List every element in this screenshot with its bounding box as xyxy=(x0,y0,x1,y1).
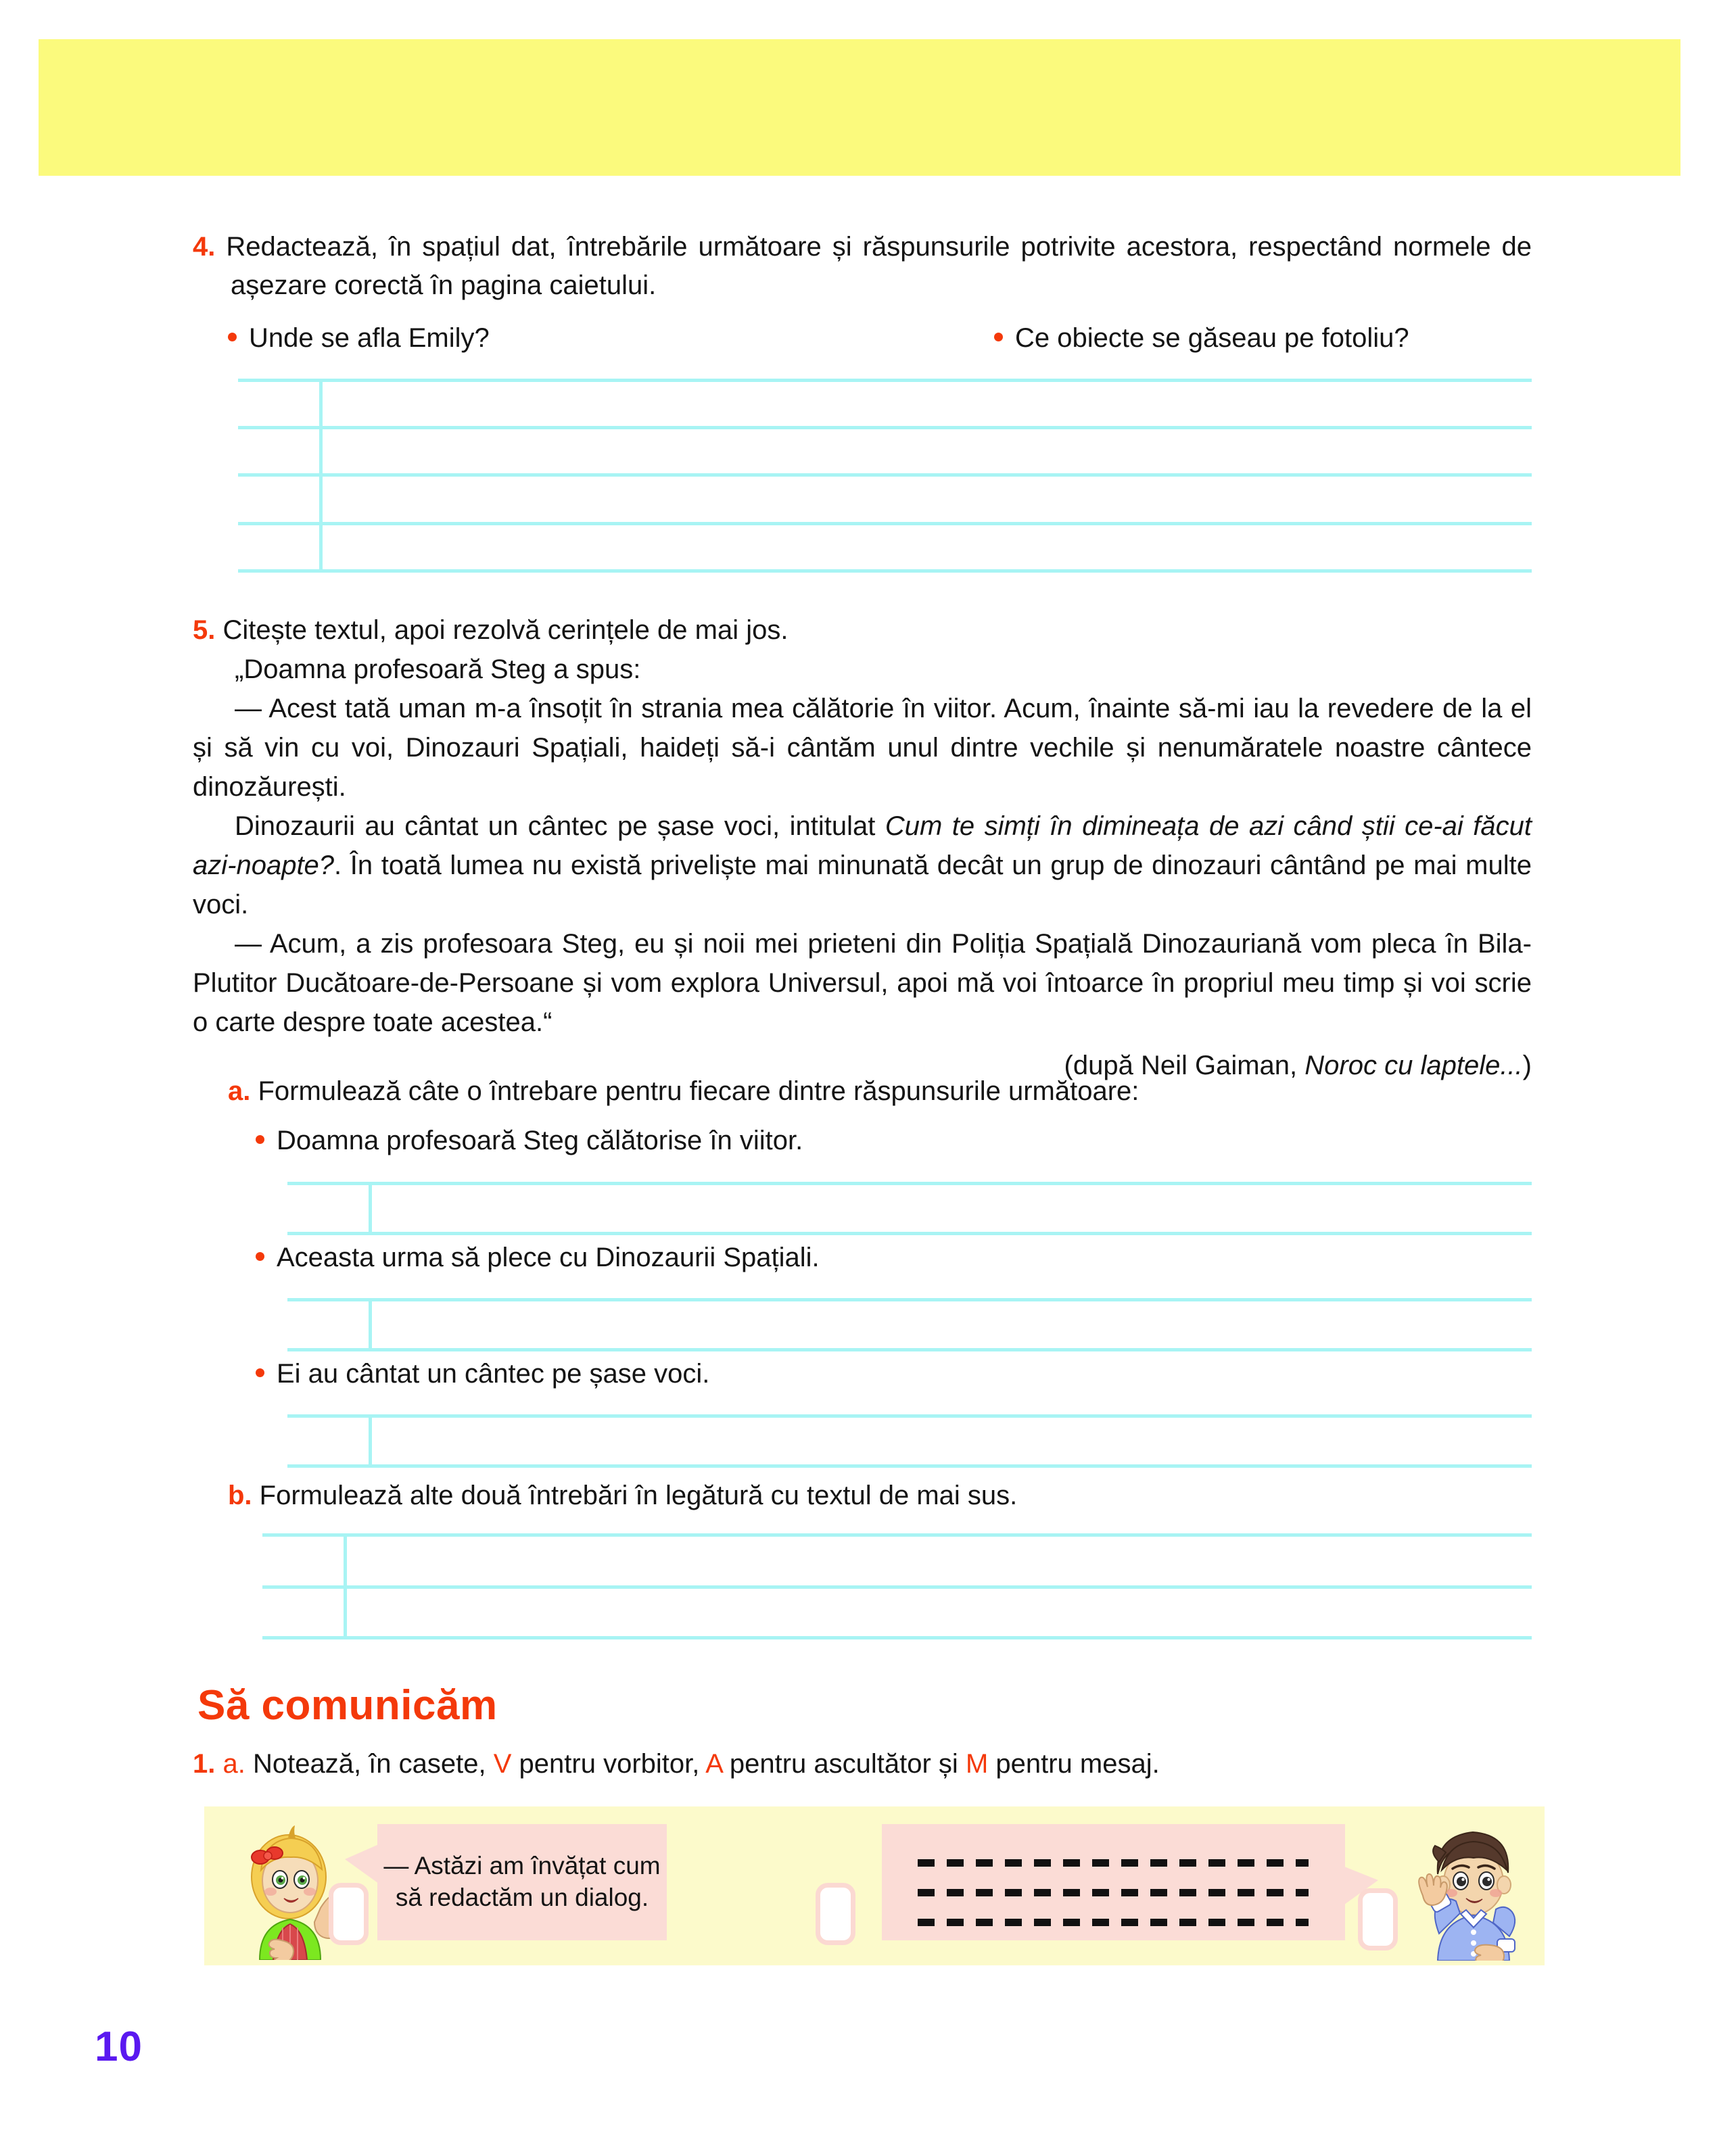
exercise-5b-writing-area[interactable] xyxy=(262,1533,1532,1648)
exercise-5a-prompt xyxy=(228,1076,1533,1107)
writing-rule xyxy=(287,1464,1532,1468)
prompt-part-2: pentru vorbitor, xyxy=(511,1749,706,1779)
writing-rule xyxy=(287,1414,1532,1418)
exercise-5a-answer-1-text: Doamna profesoară Steg călătorise în viitor. xyxy=(277,1126,803,1155)
exercise-5a-answer-3-text: Ei au cântat un cântec pe șase voci. xyxy=(277,1359,710,1389)
p3-part-a: Dinozaurii au cântat un cântec pe șase voci, intitulat xyxy=(235,811,885,841)
exercise-4-bullet-1 xyxy=(228,323,490,354)
attribution-suffix: ) xyxy=(1522,1051,1532,1080)
writing-rule xyxy=(262,1533,1532,1537)
girl-speech-bubble-text: — Astăzi am învățat cum să redactăm un dialog. xyxy=(383,1852,661,1911)
answer-box-1[interactable] xyxy=(329,1883,369,1945)
writing-rule xyxy=(287,1232,1532,1235)
exercise-5-prompt xyxy=(193,610,1532,650)
exercise-5-text-p3 xyxy=(193,807,1532,924)
exercise-5b-prompt xyxy=(228,1481,1533,1511)
exercise-5a-letter: a. xyxy=(228,1076,251,1106)
boy-character-illustration xyxy=(1407,1820,1538,1961)
exercise-5a-prompt-text: Formulează câte o întrebare pentru fiecare dintre răspunsurile următoare: xyxy=(258,1076,1139,1106)
bullet-dot-icon xyxy=(228,333,237,341)
writing-rule xyxy=(238,569,1532,573)
section-exercise-1-number: 1. xyxy=(193,1749,216,1779)
bullet-dot-icon xyxy=(256,1135,264,1144)
writing-rule xyxy=(238,426,1532,429)
boy-bubble-dashed-line-3 xyxy=(918,1919,1309,1926)
p3-part-b: . În toată lumea nu există priveliște mai minunată decât un grup de dinozauri cântând pe mai multe voci. xyxy=(193,851,1532,919)
exercise-4-bullet-1-text: Unde se afla Emily? xyxy=(249,323,490,353)
exercise-5b-prompt-text: Formulează alte două întrebări în legătură cu textul de mai sus. xyxy=(259,1481,1018,1510)
attribution-prefix: (după Neil Gaiman, xyxy=(1064,1051,1305,1080)
prompt-part-4: pentru mesaj. xyxy=(988,1749,1160,1779)
writing-margin-rule xyxy=(344,1533,347,1639)
writing-margin-rule xyxy=(369,1298,372,1351)
writing-rule xyxy=(287,1182,1532,1185)
exercise-5a-answer-1 xyxy=(256,1126,803,1156)
exercise-4-number: 4. xyxy=(193,232,216,262)
exercise-4-bullet-2-text: Ce obiecte se găseau pe fotoliu? xyxy=(1015,323,1409,353)
exercise-5-prompt-text: Citește textul, apoi rezolvă cerințele de mai jos. xyxy=(222,615,789,645)
exercise-4-writing-area[interactable] xyxy=(238,379,1532,575)
exercise-5a-answer-3 xyxy=(256,1359,709,1389)
writing-margin-rule xyxy=(369,1182,372,1235)
dialogue-illustration-strip xyxy=(204,1806,1545,1965)
exercise-5-text-p1: „Doamna profesoară Steg a spus: xyxy=(235,654,641,684)
writing-rule xyxy=(287,1298,1532,1301)
exercise-4 xyxy=(193,228,1532,305)
answer-box-3[interactable] xyxy=(1358,1888,1398,1950)
section-exercise-1-prompt xyxy=(193,1749,1532,1779)
writing-rule xyxy=(238,522,1532,525)
writing-rule xyxy=(287,1348,1532,1351)
writing-rule xyxy=(238,473,1532,477)
writing-rule xyxy=(262,1636,1532,1639)
exercise-5a-answer-2-text: Aceasta urma să plece cu Dinozaurii Spațiali. xyxy=(277,1243,820,1272)
girl-speech-bubble xyxy=(377,1824,667,1940)
boy-bubble-dashed-line-1 xyxy=(918,1859,1309,1867)
bullet-dot-icon xyxy=(256,1252,264,1261)
section-heading-sa-comunicam: Să comunicăm xyxy=(197,1682,498,1729)
boy-bubble-dashed-line-2 xyxy=(918,1889,1309,1896)
speech-bubble-tail-left-icon xyxy=(345,1844,379,1884)
p3-song-title: Cum te simți în dimineața de azi când știi ce-ai făcut azi-noapte? xyxy=(193,811,1532,880)
exercise-4-bullet-2 xyxy=(994,323,1409,354)
attribution-title: Noroc cu laptele... xyxy=(1304,1051,1523,1080)
prompt-part-3: pentru ascultător și xyxy=(722,1749,966,1779)
code-v: V xyxy=(493,1749,512,1779)
bullet-dot-icon xyxy=(256,1368,264,1377)
exercise-5-number: 5. xyxy=(193,615,216,645)
page-number: 10 xyxy=(95,2023,143,2070)
exercise-5-text-p4: — Acum, a zis profesoara Steg, eu și noii mei prieteni din Poliția Spațială Dinozauriană vom pleca în Bila-Plutitor Ducătoare-de-Persoane și vom explora Universul, apoi mă voi întoarce în propriul meu timp și voi scrie o carte despre toate acestea.“ xyxy=(193,929,1532,1037)
exercise-4-prompt-text: Redactează, în spațiul dat, întrebările următoare și răspunsurile potrivite acestora, respectând normele de așezare corectă în pagina caietului. xyxy=(226,232,1532,300)
exercise-5-text-p2: — Acest tată uman m-a însoțit în strania mea călătorie în viitor. Acum, înainte să-mi iau la revedere de la el și să vin cu voi, Dinozauri Spațiali, haideți să-i cântăm unul dintre vechile și nenumăratele noastre cântece dinozăurești. xyxy=(193,694,1532,802)
header-band xyxy=(39,39,1680,176)
exercise-5b-letter: b. xyxy=(228,1481,252,1510)
section-exercise-1-letter: a. xyxy=(222,1749,245,1779)
writing-margin-rule xyxy=(369,1414,372,1468)
prompt-part-1: Notează, în casete, xyxy=(252,1749,494,1779)
exercise-5a-answer-2 xyxy=(256,1243,820,1273)
code-m: M xyxy=(965,1749,989,1779)
exercise-4-prompt xyxy=(193,228,1532,305)
writing-margin-rule xyxy=(319,379,323,573)
writing-rule xyxy=(262,1585,1532,1589)
writing-rule xyxy=(238,379,1532,382)
bullet-dot-icon xyxy=(994,333,1003,341)
answer-box-2[interactable] xyxy=(816,1883,855,1945)
exercise-5 xyxy=(193,610,1532,1085)
code-a: A xyxy=(705,1749,722,1779)
